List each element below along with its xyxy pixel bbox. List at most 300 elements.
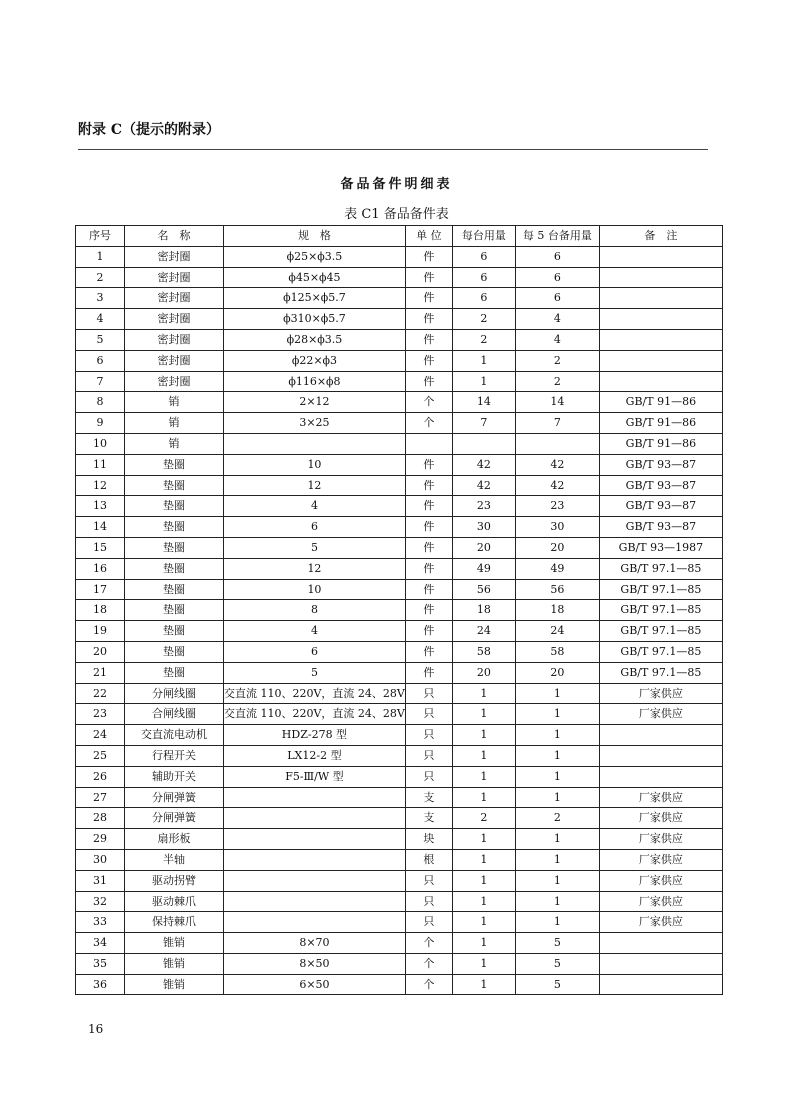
table-cell: 密封圈 <box>125 246 224 267</box>
table-cell <box>599 371 722 392</box>
table-cell: 销 <box>125 413 224 434</box>
table-row <box>76 974 723 995</box>
table-cell: 1 <box>515 683 599 704</box>
table-cell: 7 <box>76 371 125 392</box>
table-cell: 5 <box>224 537 406 558</box>
table-cell: 件 <box>405 454 452 475</box>
table-cell: GB/T 97.1—85 <box>599 641 722 662</box>
table-cell: GB/T 97.1—85 <box>599 600 722 621</box>
page-number: 16 <box>88 1022 104 1036</box>
table-cell: 2 <box>515 808 599 829</box>
table-cell: 1 <box>452 912 515 933</box>
table-cell: 6×50 <box>224 974 406 995</box>
table-cell: 6 <box>452 267 515 288</box>
table-cell: 厂家供应 <box>599 849 722 870</box>
table-cell: 1 <box>452 371 515 392</box>
table-cell: 5 <box>224 662 406 683</box>
table-cell: 只 <box>405 704 452 725</box>
table-cell: 垫圈 <box>125 558 224 579</box>
header-cell: 序号 <box>76 226 125 247</box>
table-cell: 厂家供应 <box>599 870 722 891</box>
table-cell: 20 <box>515 662 599 683</box>
table-cell <box>224 891 406 912</box>
table-cell <box>599 725 722 746</box>
table-cell: 扇形板 <box>125 829 224 850</box>
table-cell: 25 <box>76 745 125 766</box>
table-cell <box>405 433 452 454</box>
table-cell: 支 <box>405 787 452 808</box>
table-cell: 密封圈 <box>125 350 224 371</box>
table-cell: 交直流 110、220V，直流 24、28V <box>224 704 406 725</box>
table-cell: 锥销 <box>125 953 224 974</box>
table-cell: 垫圈 <box>125 454 224 475</box>
table-cell: 20 <box>452 662 515 683</box>
table-cell: 14 <box>76 517 125 538</box>
header-rule <box>78 149 708 150</box>
table-cell: 辅助开关 <box>125 766 224 787</box>
table-cell: 垫圈 <box>125 537 224 558</box>
table-cell: 30 <box>76 849 125 870</box>
table-cell: 行程开关 <box>125 745 224 766</box>
table-cell <box>599 288 722 309</box>
table-cell: GB/T 97.1—85 <box>599 621 722 642</box>
table-cell: 12 <box>224 475 406 496</box>
table-cell: 7 <box>452 413 515 434</box>
table-row <box>76 350 723 371</box>
table-cell: 10 <box>224 579 406 600</box>
table-row <box>76 579 723 600</box>
table-cell: 件 <box>405 246 452 267</box>
table-cell: 20 <box>515 537 599 558</box>
table-cell: 6 <box>224 641 406 662</box>
table-cell: 件 <box>405 641 452 662</box>
header-cell: 规 格 <box>224 226 406 247</box>
table-cell: 14 <box>452 392 515 413</box>
table-cell: 1 <box>76 246 125 267</box>
table-cell: 1 <box>452 350 515 371</box>
table-cell: GB/T 93—87 <box>599 475 722 496</box>
table-cell: 垫圈 <box>125 496 224 517</box>
table-row <box>76 683 723 704</box>
table-cell: 垫圈 <box>125 621 224 642</box>
header-cell: 每台用量 <box>452 226 515 247</box>
table-cell: GB/T 91—86 <box>599 413 722 434</box>
table-cell: 6 <box>515 246 599 267</box>
table-row <box>76 704 723 725</box>
table-row <box>76 891 723 912</box>
table-cell: 件 <box>405 537 452 558</box>
table-row <box>76 829 723 850</box>
table-cell <box>224 829 406 850</box>
table-cell: 6 <box>452 246 515 267</box>
table-cell: 4 <box>515 309 599 330</box>
table-cell: 件 <box>405 662 452 683</box>
table-cell: 分闸弹簧 <box>125 808 224 829</box>
table-cell: GB/T 91—86 <box>599 392 722 413</box>
table-cell: 垫圈 <box>125 600 224 621</box>
table-cell: 12 <box>224 558 406 579</box>
table-cell: 26 <box>76 766 125 787</box>
table-cell: 15 <box>76 537 125 558</box>
table-cell: 1 <box>515 912 599 933</box>
table-cell: 件 <box>405 621 452 642</box>
table-cell: 件 <box>405 288 452 309</box>
table-cell: 3×25 <box>224 413 406 434</box>
table-cell: 28 <box>76 808 125 829</box>
table-row <box>76 725 723 746</box>
table-cell: 只 <box>405 766 452 787</box>
table-cell: 19 <box>76 621 125 642</box>
appendix-heading: 附录 C（提示的附录） <box>78 122 221 138</box>
table-cell: 11 <box>76 454 125 475</box>
table-cell <box>599 933 722 954</box>
table-cell: 厂家供应 <box>599 787 722 808</box>
table-cell: 23 <box>515 496 599 517</box>
table-cell: 16 <box>76 558 125 579</box>
table-cell: 厂家供应 <box>599 683 722 704</box>
table-cell <box>599 329 722 350</box>
table-cell: 只 <box>405 912 452 933</box>
table-row <box>76 953 723 974</box>
table-cell: 驱动棘爪 <box>125 891 224 912</box>
table-header-row <box>76 226 723 247</box>
table-cell <box>599 953 722 974</box>
table-cell: 件 <box>405 329 452 350</box>
table-cell: 垫圈 <box>125 662 224 683</box>
table-cell: 件 <box>405 517 452 538</box>
table-cell: 49 <box>515 558 599 579</box>
table-cell: 只 <box>405 683 452 704</box>
table-cell: 21 <box>76 662 125 683</box>
table-cell: 34 <box>76 933 125 954</box>
table-cell: 32 <box>76 891 125 912</box>
table-cell: 58 <box>515 641 599 662</box>
table-cell: 8 <box>76 392 125 413</box>
table-cell: 件 <box>405 267 452 288</box>
table-row <box>76 517 723 538</box>
table-cell: 18 <box>76 600 125 621</box>
table-body <box>76 246 723 995</box>
table-caption: 表 C1 备品备件表 <box>344 207 449 222</box>
table-cell: GB/T 93—87 <box>599 454 722 475</box>
table-cell: 个 <box>405 392 452 413</box>
table-cell: 4 <box>76 309 125 330</box>
header-cell: 名 称 <box>125 226 224 247</box>
table-cell: 13 <box>76 496 125 517</box>
table-cell: 件 <box>405 558 452 579</box>
table-cell: 件 <box>405 350 452 371</box>
table-cell: 1 <box>515 891 599 912</box>
table-row <box>76 413 723 434</box>
table-cell <box>224 912 406 933</box>
table-cell: 密封圈 <box>125 267 224 288</box>
table-cell: 6 <box>515 267 599 288</box>
table-cell: 分闸线圈 <box>125 683 224 704</box>
table-cell: 1 <box>452 891 515 912</box>
table-row <box>76 371 723 392</box>
table-cell: F5-Ⅲ/W 型 <box>224 766 406 787</box>
table-cell: 5 <box>515 974 599 995</box>
table-row <box>76 309 723 330</box>
table-cell: 30 <box>515 517 599 538</box>
table-cell: 厂家供应 <box>599 829 722 850</box>
table-cell: 交直流 110、220V，直流 24、28V <box>224 683 406 704</box>
table-cell <box>224 849 406 870</box>
table-cell: 密封圈 <box>125 371 224 392</box>
table-cell: 42 <box>452 454 515 475</box>
table-row <box>76 912 723 933</box>
table-cell: 2 <box>452 329 515 350</box>
table-cell: 42 <box>515 454 599 475</box>
table-cell: 垫圈 <box>125 579 224 600</box>
table-cell: ϕ125×ϕ5.7 <box>224 288 406 309</box>
table-cell <box>224 433 406 454</box>
table-cell: 个 <box>405 413 452 434</box>
table-cell: GB/T 93—1987 <box>599 537 722 558</box>
table-cell: 1 <box>452 870 515 891</box>
table-cell: 件 <box>405 371 452 392</box>
table-cell <box>599 309 722 330</box>
table-cell: 厂家供应 <box>599 808 722 829</box>
table-cell: 垫圈 <box>125 475 224 496</box>
table-cell: 4 <box>224 621 406 642</box>
table-cell: GB/T 91—86 <box>599 433 722 454</box>
table-cell: 23 <box>452 496 515 517</box>
header-cell: 单 位 <box>405 226 452 247</box>
table-cell: 18 <box>515 600 599 621</box>
table-cell: 垫圈 <box>125 517 224 538</box>
table-cell: 1 <box>515 829 599 850</box>
table-cell: 6 <box>224 517 406 538</box>
table-cell: ϕ310×ϕ5.7 <box>224 309 406 330</box>
table-cell: 销 <box>125 433 224 454</box>
table-cell: LX12-2 型 <box>224 745 406 766</box>
table-cell: 22 <box>76 683 125 704</box>
table-row <box>76 558 723 579</box>
table-cell <box>599 267 722 288</box>
table-cell: 5 <box>515 953 599 974</box>
table-cell: 1 <box>452 849 515 870</box>
table-cell: 1 <box>515 849 599 870</box>
table-cell: ϕ45×ϕ45 <box>224 267 406 288</box>
table-cell: 20 <box>452 537 515 558</box>
table-cell: ϕ28×ϕ3.5 <box>224 329 406 350</box>
table-cell: 4 <box>224 496 406 517</box>
table-cell: 分闸弹簧 <box>125 787 224 808</box>
table-cell: 6 <box>452 288 515 309</box>
table-cell: 垫圈 <box>125 641 224 662</box>
table-cell: 10 <box>224 454 406 475</box>
table-cell <box>224 870 406 891</box>
table-cell: ϕ22×ϕ3 <box>224 350 406 371</box>
table-cell: 只 <box>405 745 452 766</box>
table-cell: 6 <box>515 288 599 309</box>
table-row <box>76 454 723 475</box>
table-cell: 12 <box>76 475 125 496</box>
table-cell: 7 <box>515 413 599 434</box>
table-cell: 销 <box>125 392 224 413</box>
table-cell: 个 <box>405 953 452 974</box>
table-cell: 件 <box>405 600 452 621</box>
table-cell: 10 <box>76 433 125 454</box>
table-cell: 只 <box>405 891 452 912</box>
table-cell: 保持棘爪 <box>125 912 224 933</box>
table-cell: 1 <box>452 704 515 725</box>
table-cell: 密封圈 <box>125 329 224 350</box>
table-cell: 驱动拐臂 <box>125 870 224 891</box>
table-cell: 1 <box>452 953 515 974</box>
table-cell: 5 <box>515 933 599 954</box>
table-cell: 33 <box>76 912 125 933</box>
table-cell: 24 <box>76 725 125 746</box>
table-cell: 1 <box>515 704 599 725</box>
table-cell <box>224 787 406 808</box>
table-cell: 2×12 <box>224 392 406 413</box>
table-row <box>76 288 723 309</box>
table-cell: 4 <box>515 329 599 350</box>
header-cell: 每 5 台备用量 <box>515 226 599 247</box>
table-cell: 31 <box>76 870 125 891</box>
table-cell: 58 <box>452 641 515 662</box>
table-row <box>76 641 723 662</box>
table-cell: 密封圈 <box>125 288 224 309</box>
table-cell: 5 <box>76 329 125 350</box>
table-row <box>76 662 723 683</box>
table-cell: 18 <box>452 600 515 621</box>
table-cell: 35 <box>76 953 125 974</box>
table-row <box>76 496 723 517</box>
table-cell <box>599 766 722 787</box>
document-title: 备品备件明细表 <box>340 177 453 192</box>
table-cell: 2 <box>515 371 599 392</box>
table-cell: 1 <box>515 745 599 766</box>
table-cell: 1 <box>515 766 599 787</box>
table-cell: 2 <box>452 309 515 330</box>
table-cell: 支 <box>405 808 452 829</box>
table-cell: 件 <box>405 496 452 517</box>
table-row <box>76 766 723 787</box>
table-cell: 1 <box>515 870 599 891</box>
table-row <box>76 392 723 413</box>
table-row <box>76 600 723 621</box>
table-row <box>76 849 723 870</box>
table-cell: 1 <box>452 683 515 704</box>
table-cell: 42 <box>515 475 599 496</box>
table-cell: 厂家供应 <box>599 704 722 725</box>
table-row <box>76 870 723 891</box>
table-cell: 42 <box>452 475 515 496</box>
table-cell: 24 <box>452 621 515 642</box>
table-cell: 件 <box>405 579 452 600</box>
table-cell: 合闸线圈 <box>125 704 224 725</box>
table-cell: ϕ25×ϕ3.5 <box>224 246 406 267</box>
table-cell: 块 <box>405 829 452 850</box>
table-row <box>76 475 723 496</box>
table-row <box>76 745 723 766</box>
table-cell <box>599 350 722 371</box>
table-row <box>76 537 723 558</box>
table-cell: 交直流电动机 <box>125 725 224 746</box>
table-cell: 36 <box>76 974 125 995</box>
table-cell: 件 <box>405 309 452 330</box>
table-cell: GB/T 97.1—85 <box>599 662 722 683</box>
table-cell: 56 <box>515 579 599 600</box>
table-cell: 个 <box>405 933 452 954</box>
table-cell: 29 <box>76 829 125 850</box>
table-cell <box>515 433 599 454</box>
table-cell: 2 <box>76 267 125 288</box>
table-cell <box>599 246 722 267</box>
table-cell: 半轴 <box>125 849 224 870</box>
table-row <box>76 267 723 288</box>
table-cell: 件 <box>405 475 452 496</box>
table-cell: 2 <box>515 350 599 371</box>
table-cell <box>599 745 722 766</box>
table-cell: GB/T 93—87 <box>599 496 722 517</box>
spare-parts-table <box>75 225 723 995</box>
table-cell: 1 <box>452 829 515 850</box>
table-row <box>76 933 723 954</box>
table-row <box>76 433 723 454</box>
table-cell: HDZ-278 型 <box>224 725 406 746</box>
table-cell: 20 <box>76 641 125 662</box>
table-cell: 厂家供应 <box>599 912 722 933</box>
table-cell: 只 <box>405 870 452 891</box>
table-row <box>76 621 723 642</box>
table-cell: 锥销 <box>125 933 224 954</box>
table-cell <box>224 808 406 829</box>
table-cell: 只 <box>405 725 452 746</box>
header-cell: 备 注 <box>599 226 722 247</box>
table-cell: 56 <box>452 579 515 600</box>
table-cell <box>452 433 515 454</box>
table-cell: GB/T 97.1—85 <box>599 579 722 600</box>
table-cell: 24 <box>515 621 599 642</box>
table-cell: 9 <box>76 413 125 434</box>
table-cell: 27 <box>76 787 125 808</box>
table-cell: 厂家供应 <box>599 891 722 912</box>
table-cell: 8×70 <box>224 933 406 954</box>
table-cell <box>599 974 722 995</box>
table-cell: 49 <box>452 558 515 579</box>
table-cell: 根 <box>405 849 452 870</box>
table-cell: 1 <box>515 787 599 808</box>
table-cell: 17 <box>76 579 125 600</box>
table-cell: 8 <box>224 600 406 621</box>
table-cell: 14 <box>515 392 599 413</box>
table-cell: 6 <box>76 350 125 371</box>
table-cell: 2 <box>452 808 515 829</box>
table-row <box>76 329 723 350</box>
table-cell: 1 <box>452 766 515 787</box>
table-row <box>76 787 723 808</box>
table-cell: 1 <box>452 974 515 995</box>
table-cell: 1 <box>452 725 515 746</box>
table-cell: 锥销 <box>125 974 224 995</box>
table-cell: 3 <box>76 288 125 309</box>
table-cell: 个 <box>405 974 452 995</box>
table-cell: 1 <box>452 933 515 954</box>
table-row <box>76 246 723 267</box>
table-cell: 1 <box>515 725 599 746</box>
table-cell: ϕ116×ϕ8 <box>224 371 406 392</box>
table-cell: 1 <box>452 745 515 766</box>
table-cell: GB/T 93—87 <box>599 517 722 538</box>
table-cell: 30 <box>452 517 515 538</box>
table-cell: 8×50 <box>224 953 406 974</box>
table-cell: 23 <box>76 704 125 725</box>
table-cell: GB/T 97.1—85 <box>599 558 722 579</box>
